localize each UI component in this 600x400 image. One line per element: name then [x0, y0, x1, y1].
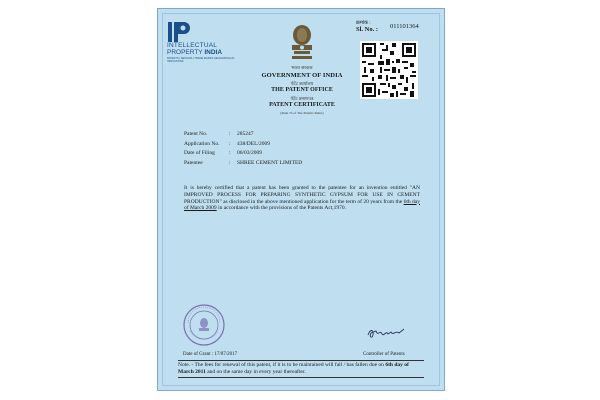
logo-text-intellectual: INTELLECTUAL: [167, 42, 218, 49]
controller-of-patents: Controller of Patents: [363, 352, 405, 357]
patent-certificate-title: PATENT CERTIFICATE: [269, 102, 335, 108]
certification-paragraph: It is hereby certified that a patent has been granted to the patentee for an invention entitled "AN IMPROVED PROCESS FOR PREPARING SYNTHETIC GYPSUM FOR USE IN CEMENT PRODUCTION" as disclosed in the above mentioned application for the term of 20 years from the 6th day of March 2009 in accordance with the provisions of the Patents Act,1970.: [184, 185, 420, 212]
rule-reference: (Rule 74 of The Patents Rules): [280, 111, 324, 115]
detail-row-application-no: Application No. : 438/DEL/2009: [184, 140, 270, 147]
national-emblem-icon: [286, 23, 318, 63]
serial-number: 011101364: [390, 23, 419, 30]
term-start-date: 6th day of March 2009: [184, 198, 420, 212]
detail-row-patentee: Patentee : SHREE CEMENT LIMITED: [184, 159, 303, 166]
detail-row-date-of-filing: Date of Filing : 06/03/2009: [184, 150, 263, 156]
hindi-patent-certificate: पेटेंट प्रमाणपत्र: [290, 96, 314, 101]
hindi-government: भारत सरकार: [291, 65, 313, 70]
controller-signature-icon: [366, 325, 406, 341]
patent-certificate: [157, 8, 445, 391]
logo-subtitle: PATENTS | DESIGNS | TRADE MARKS GEOGRAPHICAL INDICATIONS: [167, 57, 235, 64]
the-patent-office: THE PATENT OFFICE: [271, 87, 333, 93]
hindi-patent-office: पेटेंट कार्यालय: [290, 81, 314, 86]
government-of-india: GOVERNMENT OF INDIA: [261, 72, 343, 79]
patent-details: [184, 130, 302, 168]
footer-divider: [178, 360, 424, 361]
ip-india-logo-icon: [168, 22, 190, 42]
renewal-note: Note. - The fees for renewal of this patent, if it is to be maintained will fall / has fallen due on 6th day of March 2011 and on the same day in every year thereafter.: [178, 362, 424, 378]
serial-label-hindi: क्रमांक :: [356, 21, 371, 26]
detail-row-patent-no: Patent No. : 285247: [184, 131, 254, 137]
qr-code-icon: [360, 41, 418, 99]
patent-office-seal-icon: [182, 303, 226, 347]
serial-label: Sl. No. :: [356, 26, 379, 33]
date-of-grant: Date of Grant : 17/07/2017: [183, 352, 238, 357]
logo-text-property-india: PROPERTY INDIA: [167, 49, 223, 56]
